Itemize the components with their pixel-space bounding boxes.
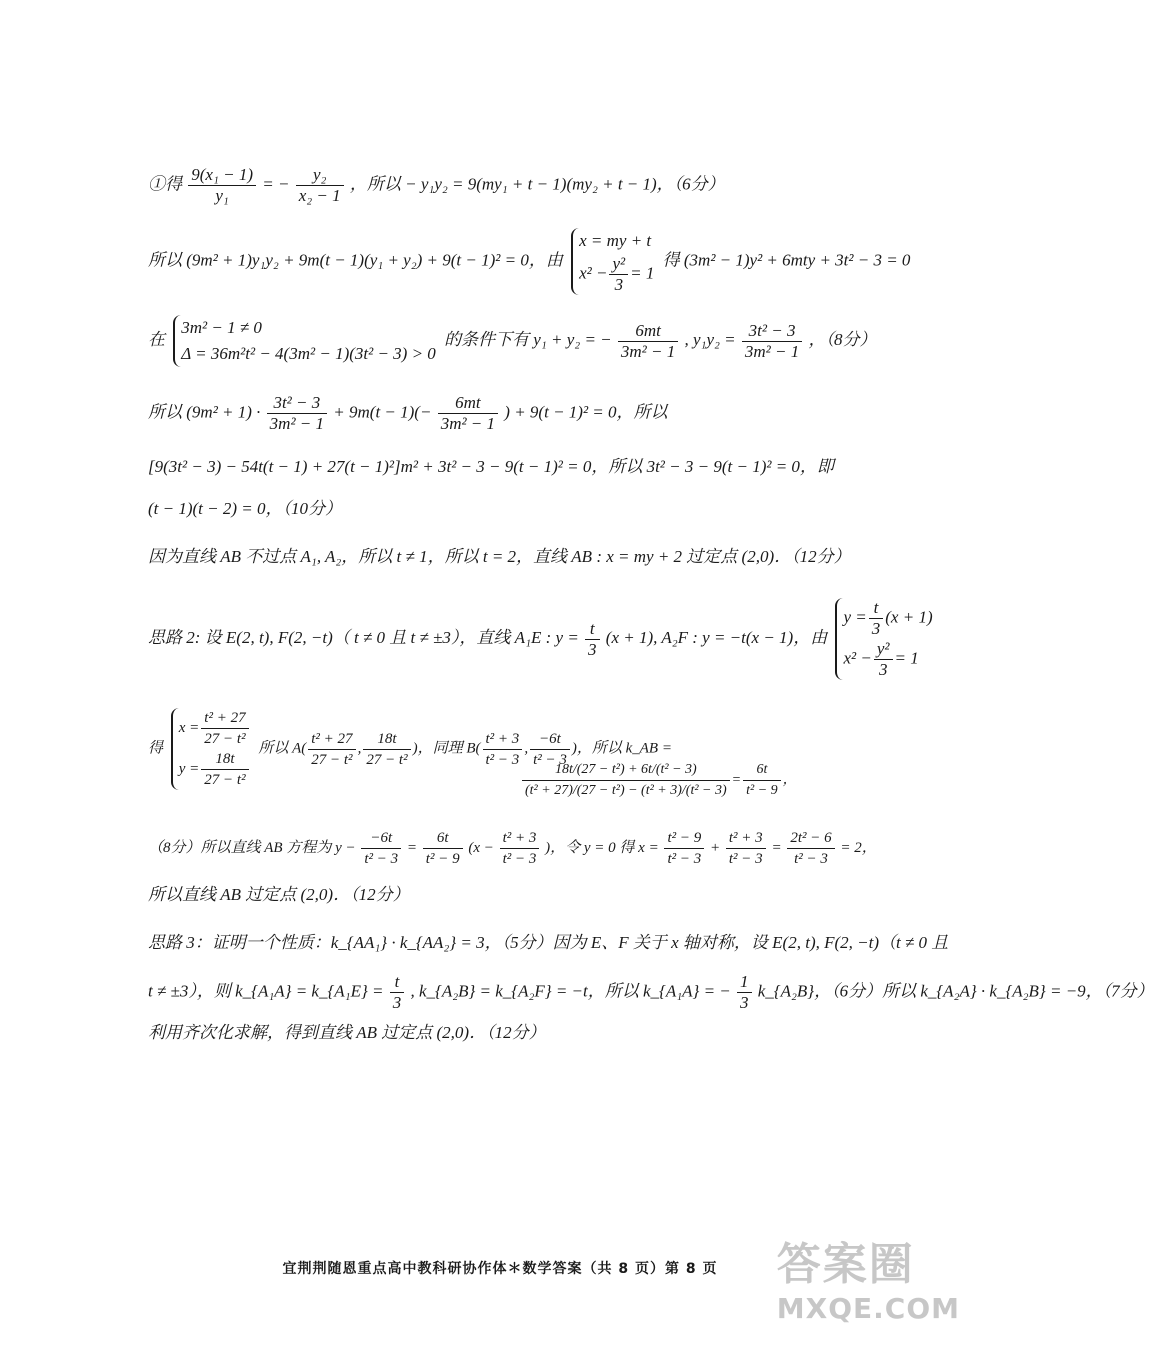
denominator: 27 − t² <box>204 772 246 788</box>
numerator: y² <box>874 639 893 660</box>
equation-system <box>173 315 436 367</box>
text: ，（8分） <box>808 329 877 349</box>
text: 利用齐次化求解，得到直线 AB 过定点 (2,0)．（12分） <box>148 1023 546 1042</box>
numerator: 6mt <box>438 393 498 414</box>
text: y = <box>843 607 867 627</box>
solution-line-7 <box>148 546 860 568</box>
fraction <box>363 729 410 770</box>
numerator: 2t² − 6 <box>787 828 834 849</box>
denominator: 3 <box>588 639 597 659</box>
fraction <box>737 972 752 1013</box>
solution-line-8 <box>148 598 933 680</box>
fraction <box>585 619 600 660</box>
denominator: 3 <box>878 660 888 679</box>
fraction <box>438 393 498 434</box>
numerator: t² + 3 <box>483 729 523 750</box>
text: = 1 <box>630 263 655 283</box>
slope-ab-expression <box>520 760 860 801</box>
text: 所以 (9m² + 1) · <box>148 402 261 422</box>
system-row <box>843 639 932 680</box>
text: t ≠ ±3），则 k_{A₁A} = k_{A₁E} = <box>148 981 384 1001</box>
denominator: 3m² − 1 <box>440 414 496 433</box>
text: = 1 <box>894 648 919 668</box>
numerator: t <box>390 972 405 993</box>
fraction <box>201 749 248 790</box>
numerator: t² + 27 <box>308 729 355 750</box>
text: + <box>710 839 721 856</box>
denominator: t² − 9 <box>425 851 460 867</box>
text: , <box>524 740 529 757</box>
fraction <box>267 393 327 434</box>
denominator: 3m² − 1 <box>269 414 325 433</box>
text: 思路 2: 设 E(2, t), F(2, −t)（ t ≠ 0 且 t ≠ ±3），直线 A₁E : y = <box>148 627 579 647</box>
denominator: t² − 3 <box>364 851 399 867</box>
denominator: 27 − t² <box>204 731 246 747</box>
fraction <box>188 165 256 206</box>
system-row <box>179 708 251 749</box>
denominator: t² − 3 <box>485 751 520 768</box>
denominator: 3 <box>614 275 624 294</box>
fraction <box>201 708 248 749</box>
system-row <box>579 254 654 295</box>
fraction <box>609 254 628 295</box>
denominator: t² − 3 <box>667 851 702 867</box>
fraction <box>618 321 678 362</box>
text: (x + 1) <box>885 607 933 627</box>
fraction <box>664 828 704 869</box>
text: (x + 1), A₂F : y = −t(x − 1)，由 <box>605 627 828 647</box>
text: )，令 y = 0 得 x = <box>545 839 659 856</box>
numerator: t² + 3 <box>726 828 766 849</box>
numerator: 18t <box>363 729 410 750</box>
denominator: 3 <box>740 993 749 1012</box>
numerator: t <box>585 619 600 640</box>
denominator: 3 <box>392 993 402 1012</box>
text: y = <box>178 760 200 777</box>
numerator: t <box>869 598 884 619</box>
solution-line-2 <box>148 228 911 295</box>
denominator: t² − 9 <box>746 783 778 798</box>
numerator: −6t <box>530 729 570 750</box>
system-row: 3m² − 1 ≠ 0 <box>181 318 262 337</box>
text: ①得 <box>148 174 182 194</box>
text: 的条件下有 y₁ + y₂ = − <box>444 329 612 349</box>
equation-system <box>835 598 932 680</box>
solution-line-5 <box>148 456 860 478</box>
numerator: t² − 9 <box>664 828 704 849</box>
text: [9(3t² − 3) − 54t(t − 1) + 27(t − 1)²]m² + 3t² − 3 − 9(t − 1)² = 0，所以 3t² − 3 − 9(t − 1)² = 0，即 <box>148 457 834 476</box>
numerator: 6mt <box>618 321 678 342</box>
solution-line-6 <box>148 498 860 520</box>
watermark-text: 答案圈 <box>776 1239 915 1290</box>
numerator: y₂ <box>296 165 344 186</box>
fraction <box>874 639 893 680</box>
text: + 9m(t − 1)(− <box>333 402 432 422</box>
fraction <box>296 165 344 206</box>
text: , <box>357 740 362 757</box>
system-row <box>179 749 251 790</box>
fraction <box>483 729 523 770</box>
text: = <box>406 839 418 856</box>
text: ) + 9(t − 1)² = 0，所以 <box>504 402 668 422</box>
denominator: x₂ − 1 <box>298 186 341 205</box>
text: （8分）所以直线 AB 方程为 y − <box>148 839 356 856</box>
denominator: 3 <box>871 619 881 638</box>
watermark-logo <box>777 1228 960 1325</box>
denominator: (t² + 27)/(27 − t²) − (t² + 3)/(t² − 3) <box>525 783 727 798</box>
text: 思路 3：证明一个性质：k_{AA₁} · k_{AA₂} = 3，（5分）因为 E、F 关于 x 轴对称，设 E(2, t), F(2, −t)（t ≠ 0 且 <box>148 933 949 952</box>
system-row <box>843 598 932 639</box>
text: ，所以 − y₁y₂ = 9(my₁ + t − 1)(my₂ + t − 1)，（6分） <box>349 174 725 194</box>
system-row: x = my + t <box>579 231 652 250</box>
fraction <box>423 828 463 869</box>
text: ， <box>782 772 797 788</box>
text: (t − 1)(t − 2) = 0，（10分） <box>148 499 343 518</box>
solution-line-11 <box>148 884 860 906</box>
numerator: t² + 27 <box>201 708 248 729</box>
text: (x − <box>468 839 494 856</box>
fraction <box>743 760 781 801</box>
solution-line-1 <box>148 165 860 206</box>
system-row: Δ = 36m²t² − 4(3m² − 1)(3t² − 3) > 0 <box>181 344 436 363</box>
denominator: 27 − t² <box>311 751 353 768</box>
text: 所以 (9m² + 1)y₁y₂ + 9m(t − 1)(y₁ + y₂) + 9(t − 1)² = 0，由 <box>148 250 563 270</box>
denominator: 27 − t² <box>366 751 408 768</box>
numerator: y² <box>609 254 628 275</box>
fraction <box>500 828 540 869</box>
text: x² − <box>843 648 872 668</box>
fraction <box>308 729 355 770</box>
denominator: y₁ <box>215 186 229 205</box>
text: 所以直线 AB 过定点 (2,0)．（12分） <box>148 885 410 904</box>
solution-line-4 <box>148 393 860 434</box>
fraction <box>869 598 884 639</box>
denominator: t² − 3 <box>533 751 567 768</box>
solution-line-14 <box>148 1022 860 1044</box>
solution-line-13 <box>148 972 1154 1013</box>
text: , k_{A₂B} = k_{A₂F} = −t，所以 k_{A₁A} = − <box>410 981 731 1001</box>
fraction <box>742 321 802 362</box>
numerator: 1 <box>737 972 752 993</box>
fraction <box>390 972 405 1013</box>
text: k_{A₂B}，（6分）所以 k_{A₂A} · k_{A₂B} = −9，（7分） <box>757 981 1154 1001</box>
text: = 2， <box>840 839 877 856</box>
fraction <box>726 828 766 869</box>
denominator: t² − 3 <box>794 851 828 867</box>
equation-system <box>571 228 654 295</box>
numerator: 18t/(27 − t²) + 6t/(t² − 3) <box>522 760 730 781</box>
text: 所以 A( <box>258 740 307 757</box>
page-footer: 宜荆荆随恩重点高中教科研协作体＊数学答案（共 8 页）第 8 页 <box>282 1261 718 1277</box>
text: = <box>731 772 742 788</box>
fraction <box>787 828 834 869</box>
equation-system <box>171 708 251 790</box>
text: , y₁y₂ = <box>684 329 736 349</box>
numerator: 9(x₁ − 1) <box>188 165 256 186</box>
text: = − <box>262 174 290 194</box>
denominator: t² − 3 <box>502 851 537 867</box>
text: 得 (3m² − 1)y² + 6mty + 3t² − 3 = 0 <box>662 250 911 270</box>
numerator: 6t <box>743 760 781 781</box>
denominator: 3m² − 1 <box>620 341 676 361</box>
text: x² − <box>579 263 608 283</box>
solution-line-10 <box>148 828 877 869</box>
numerator: 3t² − 3 <box>742 321 802 342</box>
text: 在 <box>148 329 165 349</box>
denominator: t² − 3 <box>728 851 763 867</box>
solution-line-12 <box>148 932 949 954</box>
numerator: t² + 3 <box>500 828 540 849</box>
text: )，所以 k_AB = <box>571 740 672 757</box>
text: 得 <box>148 740 164 757</box>
fraction <box>361 828 401 869</box>
denominator: 3m² − 1 <box>744 341 800 361</box>
watermark-url: MXQE.COM <box>776 1292 960 1325</box>
text: x = <box>178 719 200 736</box>
text: 因为直线 AB 不过点 A₁, A₂，所以 t ≠ 1，所以 t = 2，直线 AB : x = my + 2 过定点 (2,0)．（12分） <box>148 547 851 566</box>
text: = <box>771 839 782 856</box>
fraction <box>522 760 730 801</box>
text: )，同理 B( <box>412 740 481 757</box>
numerator: 18t <box>201 749 248 770</box>
numerator: 6t <box>423 828 463 849</box>
numerator: −6t <box>361 828 401 849</box>
solution-line-3 <box>148 315 877 367</box>
numerator: 3t² − 3 <box>267 393 327 414</box>
